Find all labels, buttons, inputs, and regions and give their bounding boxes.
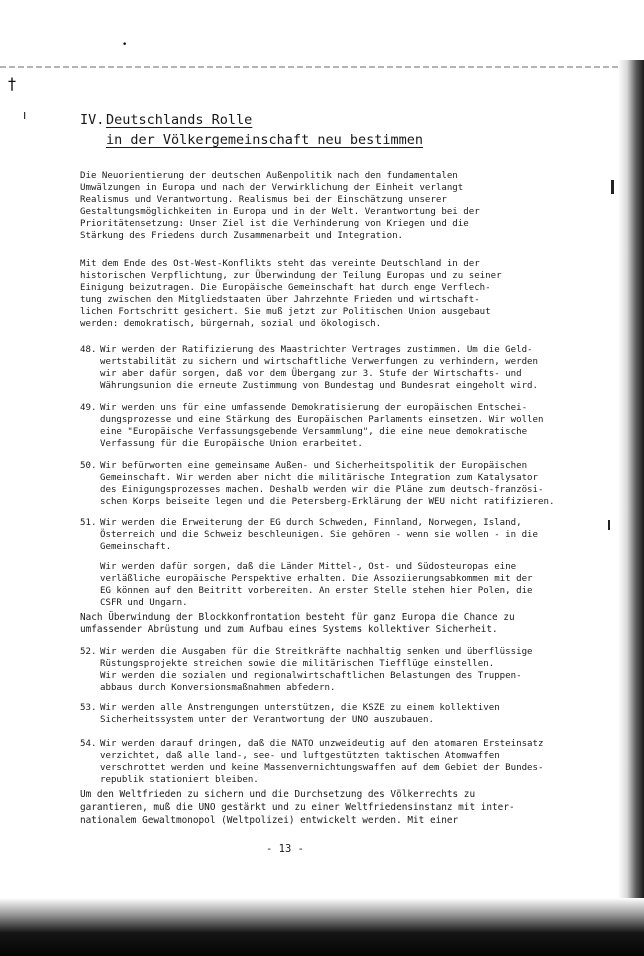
text-line: Rüstungsprojekte streichen sowie die militärischen Tiefflüge einstellen. bbox=[100, 659, 495, 669]
text-line: abbaus durch Konversionsmaßnahmen abfedern. bbox=[100, 683, 336, 693]
text-line: Österreich und die Schweiz beschleunigen. Sie gehören - wenn sie wollen - in die bbox=[100, 530, 538, 540]
item-number: 54. bbox=[80, 739, 97, 749]
page-number: - 13 - bbox=[266, 843, 304, 855]
list-item-54 bbox=[80, 738, 544, 786]
scan-bottom-shadow bbox=[0, 898, 644, 956]
text-line: verzichtet, daß alle land-, see- und luftgestützten taktischen Atomwaffen bbox=[100, 751, 500, 761]
text-line: Umwälzungen in Europa und nach der Verwirklichung der Einheit verlangt bbox=[80, 183, 464, 193]
text-line: verläßliche europäische Perspektive erhalten. Die Assoziierungsabkommen mit der bbox=[100, 574, 533, 584]
list-item-48 bbox=[80, 344, 538, 392]
text-line: Die Neuorientierung der deutschen Außenpolitik nach den fundamentalen bbox=[80, 171, 458, 181]
text-line: tung zwischen den Mitgliedstaaten über Jahrzehnte Frieden und wirtschaft- bbox=[80, 295, 480, 305]
text-line: schen Korps beiseite legen und die Petersberg-Erklärung der WEU nicht ratifizieren. bbox=[100, 497, 555, 507]
section-heading bbox=[80, 110, 423, 150]
section-number: IV. bbox=[80, 112, 105, 128]
list-item-52 bbox=[80, 646, 533, 694]
scan-speck bbox=[611, 180, 614, 194]
text-line: nationalem Gewaltmonopol (Weltpolizei) entwickelt werden. Mit einer bbox=[80, 815, 459, 826]
intro-paragraph-4 bbox=[80, 788, 515, 827]
scan-dot: • bbox=[122, 40, 128, 50]
text-line: Mit dem Ende des Ost-West-Konflikts steht das vereinte Deutschland in der bbox=[80, 259, 480, 269]
scan-speck bbox=[608, 520, 610, 530]
text-line: dungsprozesse und eine Stärkung des Europäischen Parlaments einsetzen. Wir wollen bbox=[100, 415, 544, 425]
text-line: verschrottet werden und keine Massenvernichtungswaffen auf dem Gebiet der Bundes- bbox=[100, 763, 544, 773]
text-line: wir aber dafür sorgen, daß vor dem Übergang zur 3. Stufe der Wirtschafts- und bbox=[100, 369, 522, 379]
item-number: 50. bbox=[80, 461, 97, 471]
text-line: Wir werden die sozialen und regionalwirtschaftlichen Belastungen des Truppen- bbox=[100, 671, 522, 681]
text-line: Prioritätensetzung: Unser Ziel ist die Verhinderung von Kriegen und die bbox=[80, 219, 469, 229]
text-line: des Einigungsprozesses machen. Deshalb werden wir die Pläne zum deutsch-französi- bbox=[100, 485, 544, 495]
text-line: eine "Europäische Verfassungsgebende Versammlung", die eine neue demokratische bbox=[100, 427, 528, 437]
text-line: Verfassung für die Europäische Union erarbeitet. bbox=[100, 439, 363, 449]
text-line: Realismus und Verantwortung. Realismus bei der Einschätzung unserer bbox=[80, 195, 447, 205]
scan-fold-line bbox=[0, 66, 644, 68]
text-line: republik stationiert bleiben. bbox=[100, 775, 259, 785]
text-line: Nach Überwindung der Blockkonfrontation besteht für ganz Europa die Chance zu bbox=[80, 612, 515, 623]
text-line: Wir werden dafür sorgen, daß die Länder Mittel-, Ost- und Südosteuropas eine bbox=[100, 562, 517, 572]
intro-paragraph-3 bbox=[80, 612, 515, 636]
text-line: Wir werden uns für eine umfassende Demokratisierung der europäischen Entschei- bbox=[100, 403, 528, 413]
text-line: Wir werden alle Anstrengungen unterstützen, die KSZE zu einem kollektiven bbox=[100, 703, 500, 713]
list-item-53 bbox=[80, 702, 505, 726]
text-line: Stärkung des Friedens durch Zusammenarbeit und Integration. bbox=[80, 231, 404, 241]
text-line: Einigung beizutragen. Die Europäische Gemeinschaft hat durch enge Verflech- bbox=[80, 283, 491, 293]
text-line: Sicherheitssystem unter der Verantwortung der UNO auszubauen. bbox=[100, 715, 434, 725]
text-line: Wir werden darauf dringen, daß die NATO unzweideutig auf den atomaren Ersteinsatz bbox=[100, 739, 544, 749]
text-line: Gemeinschaft. bbox=[100, 542, 172, 552]
item-number: 53. bbox=[80, 703, 97, 713]
heading-line-2: in der Völkergemeinschaft neu bestimmen bbox=[106, 132, 423, 148]
list-item-49 bbox=[80, 402, 544, 450]
intro-paragraph-1 bbox=[80, 170, 500, 242]
text-line: EG können auf den Beitritt vorbereiten. An erster Stelle stehen hier Polen, die bbox=[100, 586, 533, 596]
text-line: Wir werden der Ratifizierung des Maastrichter Vertrages zustimmen. Um die Geld- bbox=[100, 345, 533, 355]
item-number: 51. bbox=[80, 518, 97, 528]
text-line: umfassender Abrüstung und zum Aufbau eines Systems kollektiver Sicherheit. bbox=[80, 624, 498, 635]
text-line: lichen Fortschritt gesichert. Sie muß jetzt zur Politischen Union ausgebaut bbox=[80, 307, 491, 317]
text-line: Um den Weltfrieden zu sichern und die Durchsetzung des Völkerrechts zu bbox=[80, 789, 476, 800]
text-line: Währungsunion die erneute Zustimmung von Bundestag und Bundesrat eingeholt wird. bbox=[100, 381, 538, 391]
intro-paragraph-2 bbox=[80, 258, 500, 330]
heading-line-1: Deutschlands Rolle bbox=[106, 112, 253, 128]
text-line: CSFR und Ungarn. bbox=[100, 598, 188, 608]
text-line: garantieren, muß die UNO gestärkt und zu einer Weltfriedensinstanz mit inter- bbox=[80, 802, 515, 813]
text-line: Wir befürworten eine gemeinsame Außen- und Sicherheitspolitik der Europäischen bbox=[100, 461, 528, 471]
text-line: Gestaltungsmöglichkeiten in Europa und in der Welt. Verantwortung bei der bbox=[80, 207, 480, 217]
item-number: 49. bbox=[80, 403, 97, 413]
text-line: historischen Verpflichtung, zur Überwindung der Teilung Europas und zu seiner bbox=[80, 271, 502, 281]
text-line: Wir werden die Ausgaben für die Streitkräfte nachhaltig senken und überflüssige bbox=[100, 647, 533, 657]
item-number: 48. bbox=[80, 345, 97, 355]
item-number: 52. bbox=[80, 647, 97, 657]
list-item-50 bbox=[80, 460, 555, 508]
list-item-51 bbox=[80, 517, 538, 609]
text-line: Wir werden die Erweiterung der EG durch Schweden, Finnland, Norwegen, Island, bbox=[100, 518, 522, 528]
text-line: wertstabilität zu sichern und wirtschaftliche Verwerfungen zu verhindern, werden bbox=[100, 357, 538, 367]
text-line: Gemeinschaft. Wir werden aber nicht die militärische Integration zum Katalysator bbox=[100, 473, 538, 483]
text-line: werden: demokratisch, bürgernah, sozial und ökologisch. bbox=[80, 319, 382, 329]
punch-mark: † bbox=[8, 74, 16, 93]
scan-right-edge-shadow bbox=[618, 60, 644, 900]
punch-mark: ı bbox=[23, 108, 27, 122]
